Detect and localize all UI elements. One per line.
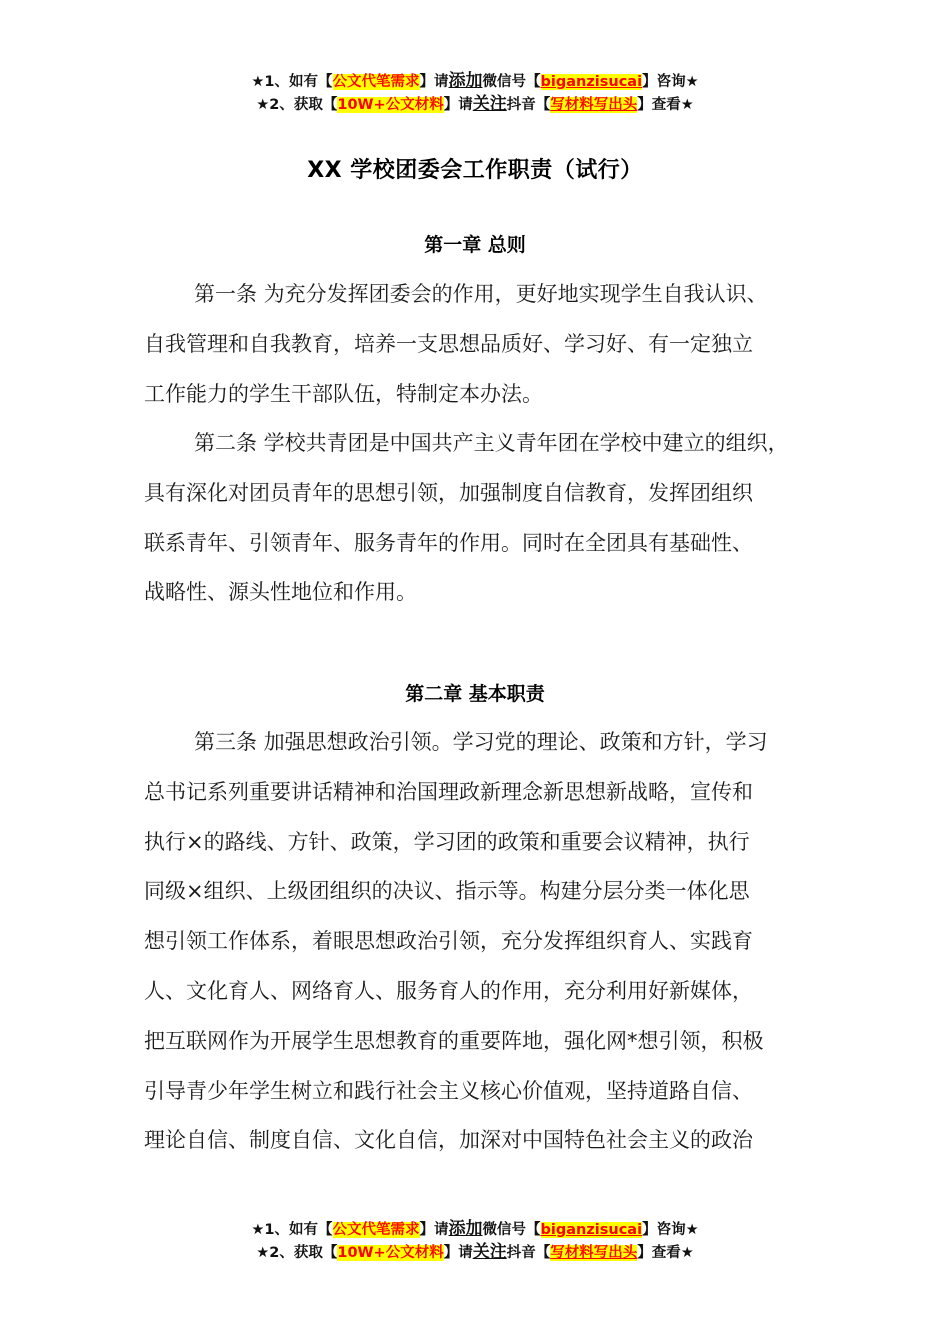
banner-line-2: [0, 93, 950, 116]
highlight-materials: 10W+公文材料: [337, 1245, 444, 1261]
article-line: 第一条 为充分发挥团委会的作用，更好地实现学生自我认识、: [194, 282, 768, 306]
article-line: 战略性、源头性地位和作用。: [144, 580, 417, 605]
document-title: XX 学校团委会工作职责（试行）: [307, 158, 643, 183]
banner-text: 】查看★: [637, 97, 694, 113]
banner-text: 】请: [443, 1245, 473, 1261]
article-line: 第三条 加强思想政治引领。学习党的理论、政策和方针，学习: [194, 730, 768, 754]
article-1: [144, 270, 844, 419]
highlight-service: 公文代笔需求: [332, 74, 420, 90]
emphasis-follow: 关注: [472, 94, 507, 114]
banner-line-1: [0, 1218, 950, 1241]
douyin-account: 写材料写出头: [550, 1245, 638, 1261]
banner-line-2: [0, 1241, 950, 1264]
banner-text: 】请: [443, 97, 473, 113]
article-line: 执行×的路线、方针、政策，学习团的政策和重要会议精神，执行: [144, 829, 750, 854]
banner-text: 抖音【: [506, 97, 551, 113]
article-line: 总书记系列重要讲话精神和治国理政新理念新思想新战略，宣传和: [144, 779, 753, 804]
article-line: 想引领工作体系，着眼思想政治引领，充分发挥组织育人、实践育: [144, 929, 753, 954]
banner-text: 】咨询★: [642, 74, 699, 90]
article-line: 第二条 学校共青团是中国共产主义青年团在学校中建立的组织，: [194, 431, 789, 455]
banner-text: ★1、如有【: [251, 1222, 333, 1238]
banner-text: 】查看★: [637, 1245, 694, 1261]
banner-text: 】请: [419, 1222, 449, 1238]
emphasis-add: 添加: [448, 71, 483, 91]
highlight-materials: 10W+公文材料: [337, 97, 444, 113]
banner-text: ★1、如有【: [251, 74, 333, 90]
banner-text: ★2、获取【: [256, 1245, 338, 1261]
emphasis-follow: 关注: [472, 1242, 507, 1262]
banner-text: ★2、获取【: [256, 97, 338, 113]
banner-text: 】咨询★: [642, 1222, 699, 1238]
banner-text: 微信号【: [482, 1222, 541, 1238]
article-line: 自我管理和自我教育，培养一支思想品质好、学习好、有一定独立: [144, 331, 753, 356]
article-line: 引导青少年学生树立和践行社会主义核心价值观，坚持道路自信、: [144, 1078, 753, 1103]
banner-text: 微信号【: [482, 74, 541, 90]
banner-text: 】请: [419, 74, 449, 90]
wechat-id: biganzisucai: [540, 1222, 643, 1238]
article-2: [144, 419, 844, 618]
article-line: 人、文化育人、网络育人、服务育人的作用，充分利用好新媒体，: [144, 978, 753, 1003]
article-line: 联系青年、引领青年、服务青年的作用。同时在全团具有基础性、: [144, 530, 753, 555]
chapter-2-heading: 第二章 基本职责: [405, 683, 545, 705]
highlight-service: 公文代笔需求: [332, 1222, 420, 1238]
article-3: [144, 718, 844, 1166]
chapter-1-heading: 第一章 总则: [424, 234, 526, 256]
emphasis-add: 添加: [448, 1219, 483, 1239]
wechat-id: biganzisucai: [540, 74, 643, 90]
banner-line-1: [0, 70, 950, 93]
article-line: 具有深化对团员青年的思想引领，加强制度自信教育，发挥团组织: [144, 480, 753, 505]
article-line: 把互联网作为开展学生思想教育的重要阵地，强化网*想引领，积极: [144, 1028, 764, 1053]
header-banner: [0, 70, 950, 116]
article-line: 工作能力的学生干部队伍，特制定本办法。: [144, 381, 543, 406]
douyin-account: 写材料写出头: [550, 97, 638, 113]
article-line: 理论自信、制度自信、文化自信，加深对中国特色社会主义的政治: [144, 1128, 753, 1153]
banner-text: 抖音【: [506, 1245, 551, 1261]
article-line: 同级×组织、上级团组织的决议、指示等。构建分层分类一体化思: [144, 879, 750, 904]
footer-banner: [0, 1218, 950, 1264]
